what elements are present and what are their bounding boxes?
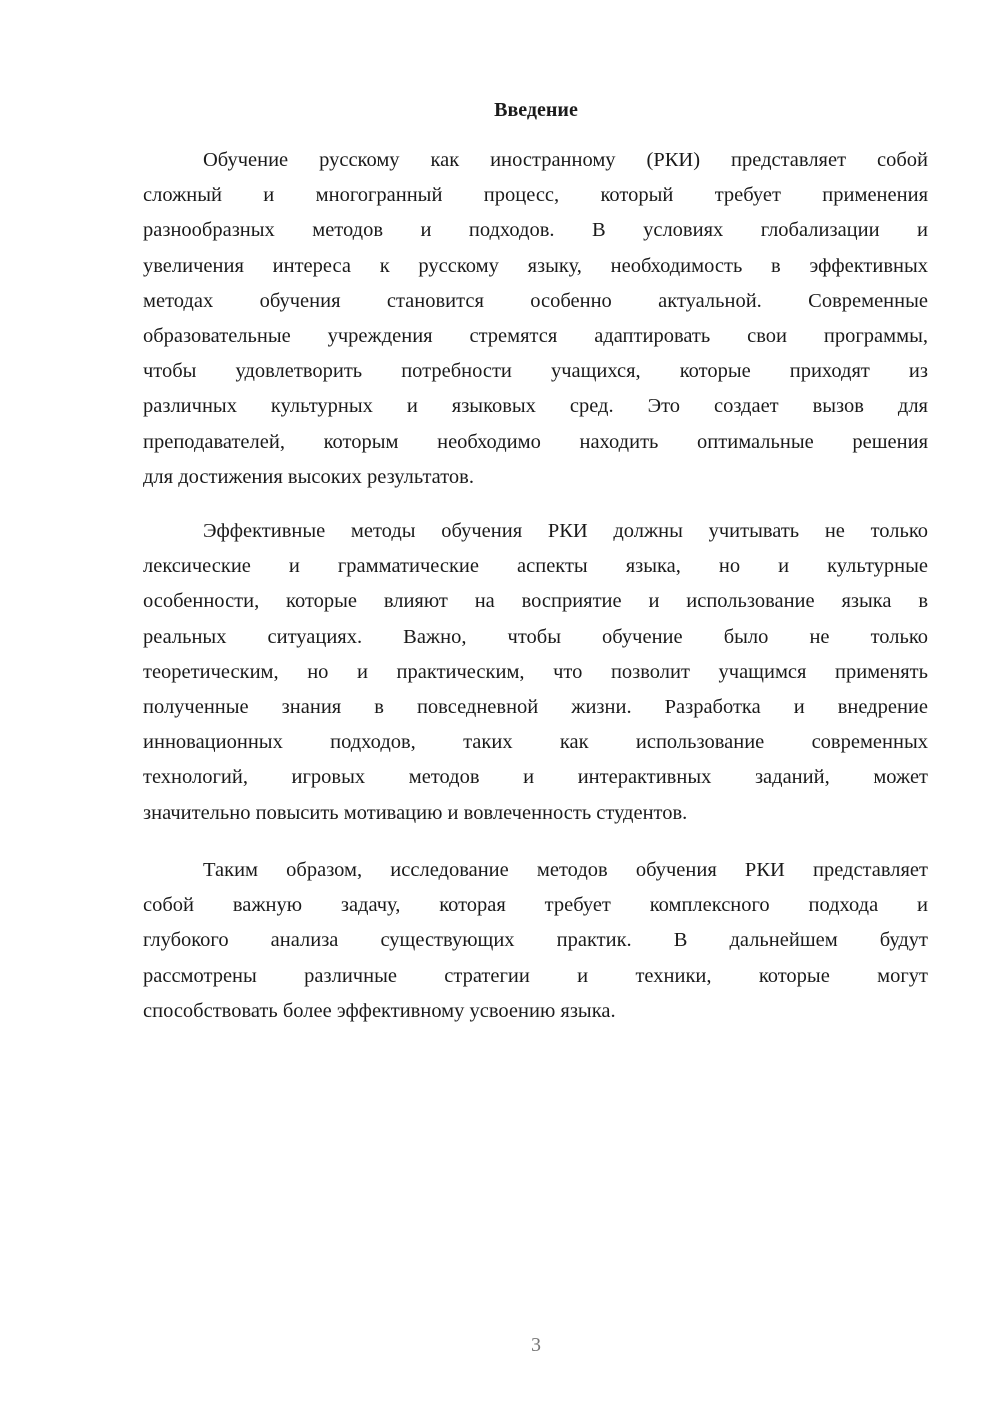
page-number: 3 bbox=[531, 1334, 541, 1356]
text-line: собой важную задачу, которая требует комплексного подхода и bbox=[143, 894, 928, 917]
text-line: значительно повысить мотивацию и вовлеченность студентов. bbox=[143, 801, 688, 824]
text-line: преподавателей, которым необходимо находить оптимальные решения bbox=[143, 430, 928, 453]
text-line: Эффективные методы обучения РКИ должны учитывать не только bbox=[203, 520, 928, 542]
paragraph-3 bbox=[143, 853, 928, 1029]
text-line: сложный и многогранный процесс, который требует применения bbox=[143, 184, 928, 207]
paragraph-2 bbox=[143, 514, 928, 831]
text-line: Таким образом, исследование методов обучения РКИ представляет bbox=[203, 859, 928, 881]
text-line: теоретическим, но и практическим, что позволит учащимся применять bbox=[143, 660, 928, 683]
text-line: различных культурных и языковых сред. Это создает вызов для bbox=[143, 395, 928, 418]
text-line: методах обучения становится особенно актуальной. Современные bbox=[143, 289, 928, 312]
text-line: полученные знания в повседневной жизни. Разработка и внедрение bbox=[143, 695, 928, 718]
text-line: глубокого анализа существующих практик. В дальнейшем будут bbox=[143, 929, 928, 952]
text-line: особенности, которые влияют на восприятие и использование языка в bbox=[143, 590, 928, 613]
text-line: способствовать более эффективному усвоению языка. bbox=[143, 999, 616, 1022]
text-line: инновационных подходов, таких как использование современных bbox=[143, 731, 928, 754]
text-line: увеличения интереса к русскому языку, необходимость в эффективных bbox=[143, 254, 928, 277]
text-line: чтобы удовлетворить потребности учащихся, которые приходят из bbox=[143, 360, 928, 383]
text-line: Обучение русскому как иностранному (РКИ) представляет собой bbox=[203, 149, 928, 171]
text-line: рассмотрены различные стратегии и техники, которые могут bbox=[143, 964, 928, 987]
paragraph-1 bbox=[143, 143, 928, 495]
text-line: разнообразных методов и подходов. В условиях глобализации и bbox=[143, 219, 928, 242]
text-line: образовательные учреждения стремятся адаптировать свои программы, bbox=[143, 324, 928, 347]
text-line: лексические и грамматические аспекты языка, но и культурные bbox=[143, 555, 928, 578]
text-line: реальных ситуациях. Важно, чтобы обучение было не только bbox=[143, 625, 928, 648]
section-title: Введение bbox=[494, 99, 578, 121]
text-line: для достижения высоких результатов. bbox=[143, 465, 474, 488]
text-line: технологий, игровых методов и интерактивных заданий, может bbox=[143, 766, 928, 789]
